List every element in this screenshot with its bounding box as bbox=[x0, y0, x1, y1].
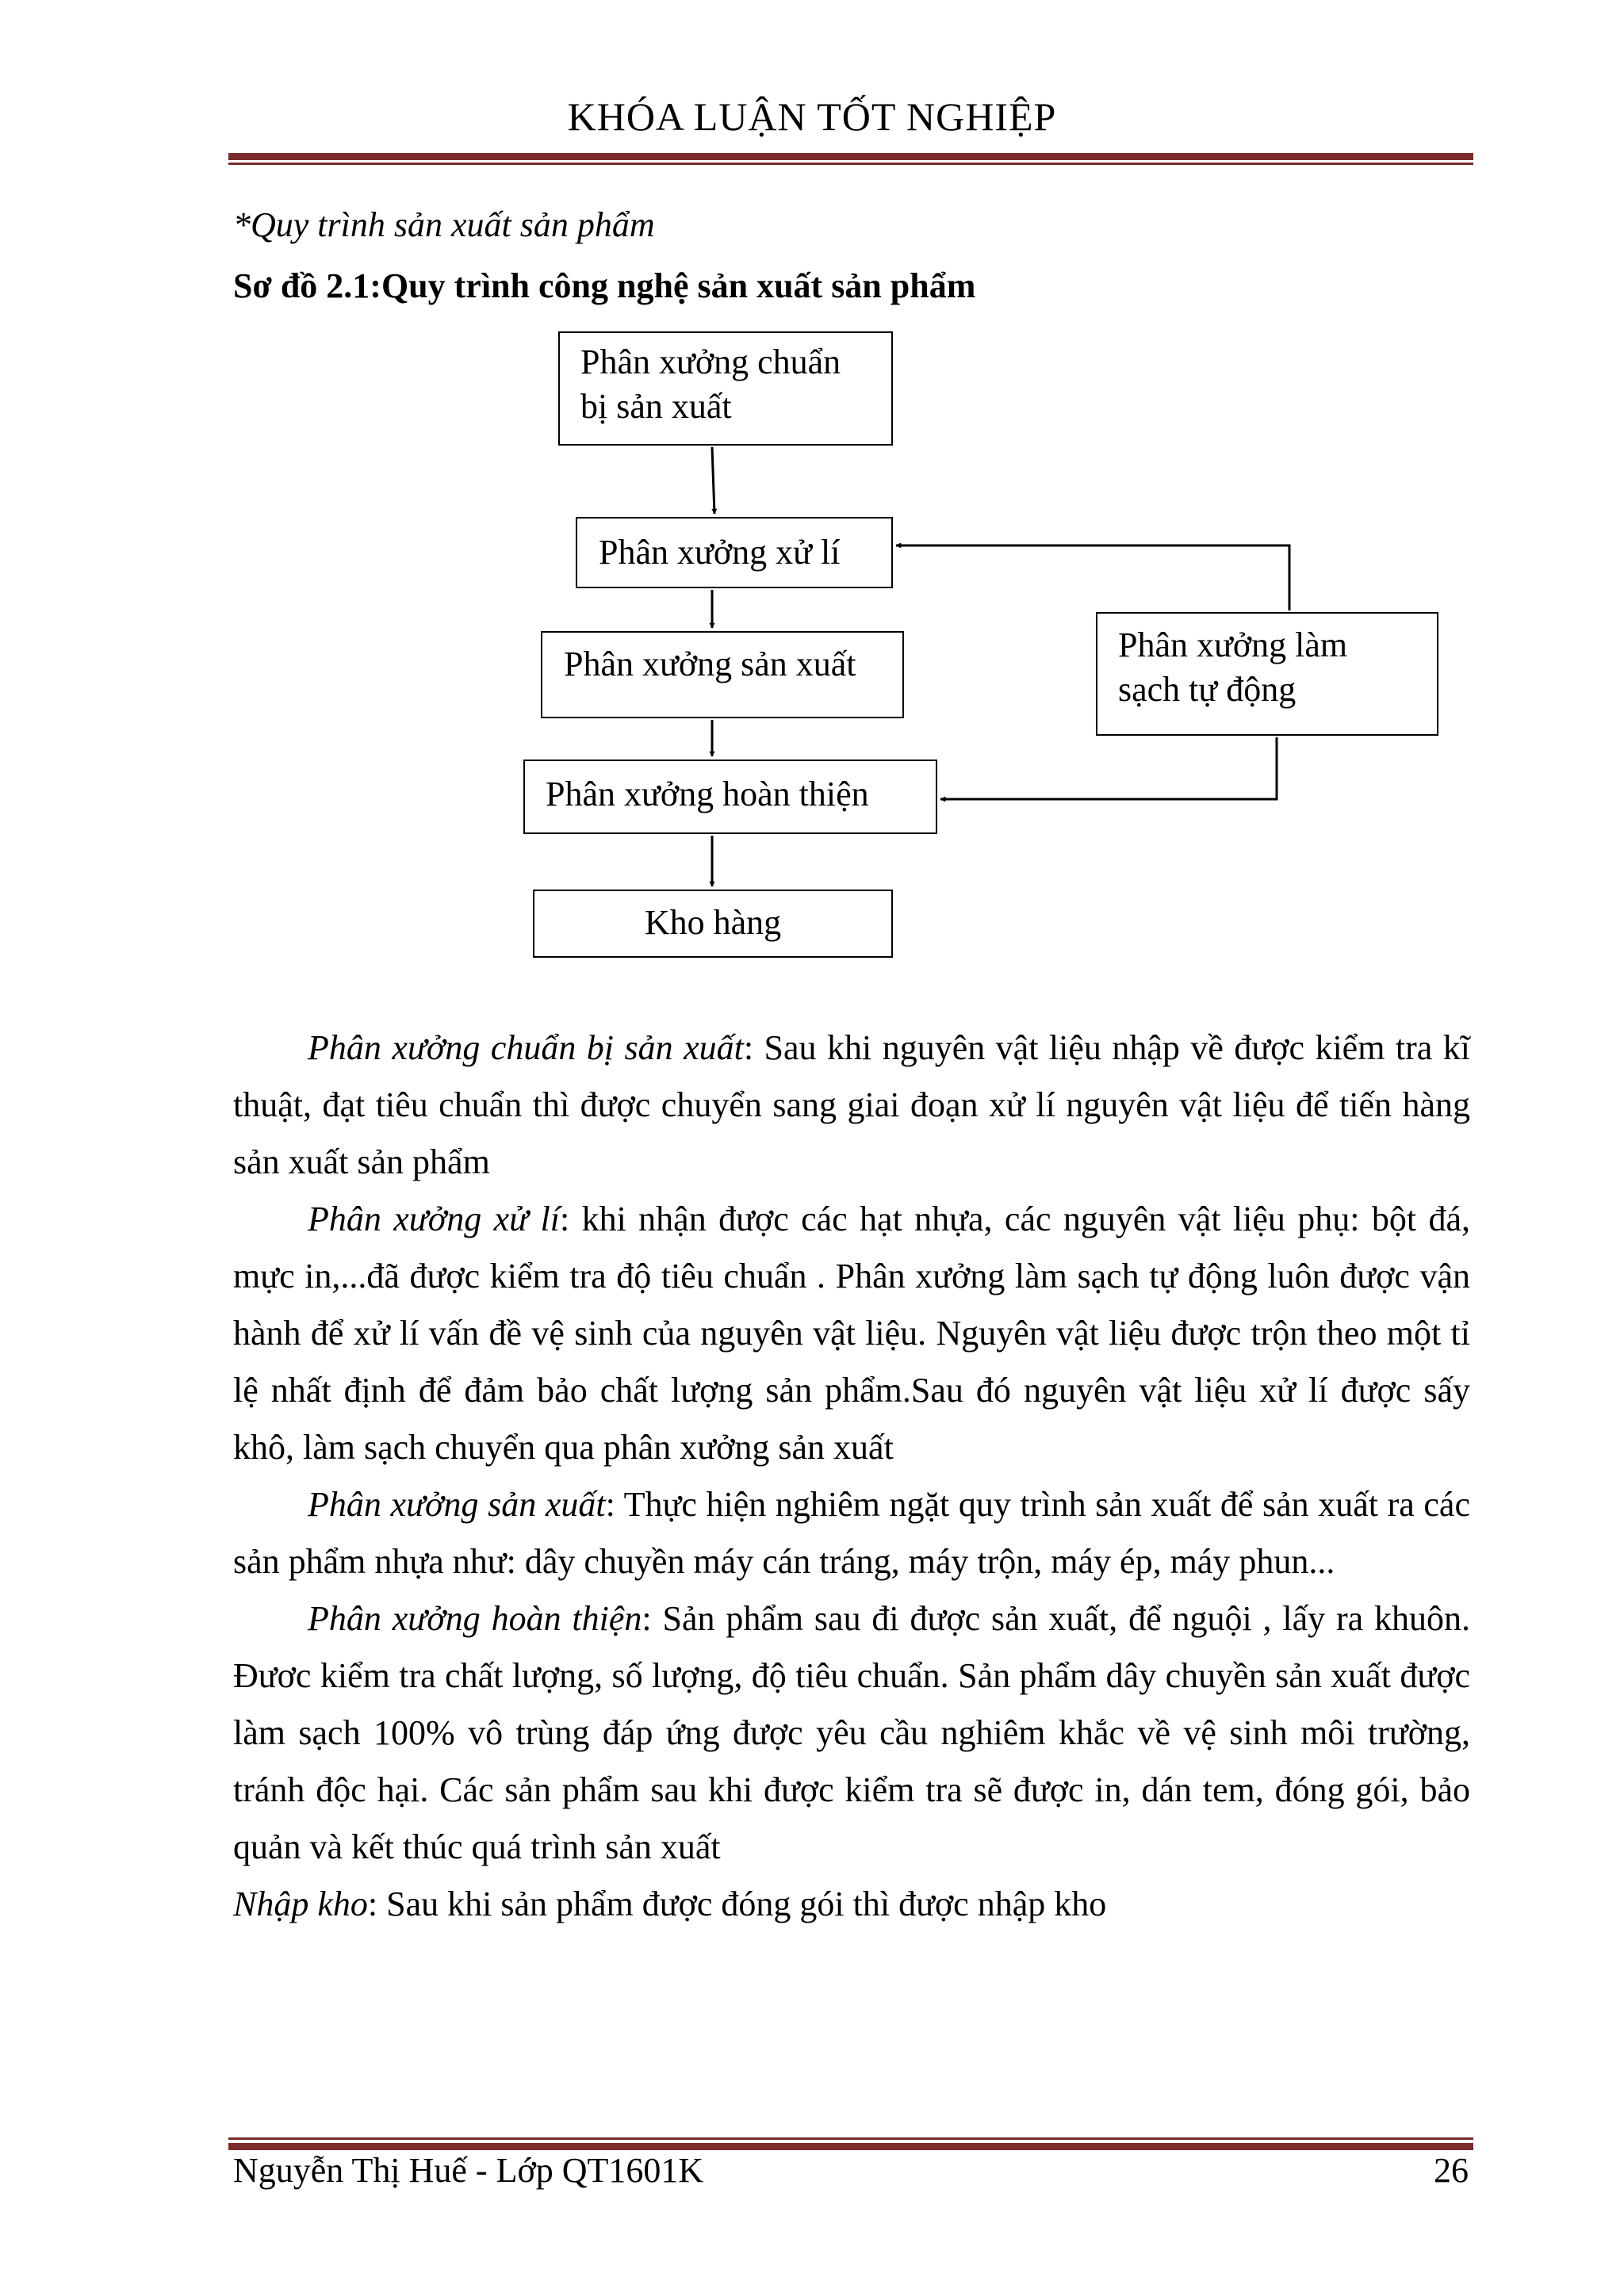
box-cleaning-line1: Phân xưởng làm bbox=[1118, 626, 1348, 664]
paragraph-warehouse bbox=[233, 1876, 1470, 1933]
box-cleaning-workshop bbox=[1096, 612, 1438, 736]
term-production: Phân xưởng sản xuất bbox=[308, 1485, 606, 1524]
page-header-title: KHÓA LUẬN TỐT NGHIỆP bbox=[567, 94, 1057, 139]
box-warehouse-label: Kho hàng bbox=[644, 903, 782, 942]
term-process: Phân xưởng xử lí bbox=[308, 1200, 560, 1238]
arrow-prepare-to-process bbox=[712, 447, 714, 514]
paragraph-finishing bbox=[233, 1590, 1470, 1876]
diagram-caption: Sơ đồ 2.1:Quy trình công nghệ sản xuất sản phẩm bbox=[233, 266, 976, 305]
box-production-workshop bbox=[541, 631, 904, 718]
arrow-cleaning-to-process bbox=[896, 545, 1289, 610]
term-finishing: Phân xưởng hoàn thiện bbox=[308, 1599, 642, 1638]
paragraph-process bbox=[233, 1191, 1470, 1476]
term-prepare: Phân xưởng chuẩn bị sản xuất bbox=[308, 1028, 744, 1067]
header-rule-thick bbox=[228, 153, 1473, 160]
text-warehouse: : Sau khi sản phẩm được đóng gói thì được nhập kho bbox=[367, 1885, 1107, 1923]
text-finishing: : Sản phẩm sau đi được sản xuất, để nguội , lấy ra khuôn. Đươc kiểm tra chất lượng, số lượng, độ tiêu chuẩn. Sản phẩm dây chuyền sản xuất được làm sạch 100% vô trùng đáp ứng được yêu cầu nghiêm khắc về vệ sinh môi trường, tránh độc hại. Các sản phẩm sau khi được kiểm tra sẽ được in, dán tem, đóng gói, bảo quản và kết thúc quá trình sản xuất bbox=[233, 1599, 1470, 1866]
box-finishing-workshop bbox=[523, 760, 937, 834]
box-prepare-workshop bbox=[558, 331, 893, 446]
paragraph-production bbox=[233, 1476, 1470, 1590]
body-text bbox=[233, 1020, 1470, 1933]
term-warehouse: Nhập kho bbox=[233, 1885, 368, 1923]
footer-author: Nguyễn Thị Huế - Lớp QT1601K bbox=[233, 2151, 704, 2190]
text-process: : khi nhận được các hạt nhựa, các nguyên vật liệu phụ: bột đá, mực in,...đã được kiểm tra độ tiêu chuẩn . Phân xưởng làm sạch tự động luôn được vận hành để xử lí vấn đề vệ sinh của nguyên vật liệu. Nguyên vật liệu được trộn theo một tỉ lệ nhất định để đảm bảo chất lượng sản phẩm.Sau đó nguyên vật liệu xử lí được sấy khô, làm sạch chuyển qua phân xưởng sản xuất bbox=[233, 1200, 1470, 1467]
box-production-label: Phân xưởng sản xuất bbox=[564, 645, 856, 683]
footer-page-number: 26 bbox=[1434, 2151, 1469, 2190]
box-finishing-label: Phân xưởng hoàn thiện bbox=[546, 775, 869, 813]
box-process-workshop bbox=[576, 517, 893, 588]
box-prepare-line2: bị sản xuất bbox=[580, 387, 732, 426]
box-process-label: Phân xưởng xử lí bbox=[599, 533, 841, 572]
arrow-cleaning-to-finishing bbox=[940, 737, 1277, 799]
box-warehouse bbox=[533, 890, 893, 958]
box-cleaning-line2: sạch tự động bbox=[1118, 670, 1297, 709]
box-prepare-line1: Phân xưởng chuẩn bbox=[580, 342, 841, 381]
paragraph-prepare bbox=[233, 1020, 1470, 1191]
footer-rule-thin bbox=[228, 2137, 1473, 2140]
section-intro: *Quy trình sản xuất sản phẩm bbox=[233, 205, 655, 244]
header-rule-thin bbox=[228, 163, 1473, 165]
footer-rule-thick bbox=[228, 2143, 1473, 2150]
text-production: : Thực hiện nghiêm ngặt quy trình sản xuất để sản xuất ra các sản phẩm nhựa như: dây chuyền máy cán tráng, máy trộn, máy ép, máy phun... bbox=[233, 1485, 1470, 1581]
text-prepare: : Sau khi nguyên vật liệu nhập về được kiểm tra kĩ thuật, đạt tiêu chuẩn thì được chuyển sang giai đoạn xử lí nguyên vật liệu để tiến hàng sản xuất sản phẩm bbox=[233, 1028, 1470, 1181]
